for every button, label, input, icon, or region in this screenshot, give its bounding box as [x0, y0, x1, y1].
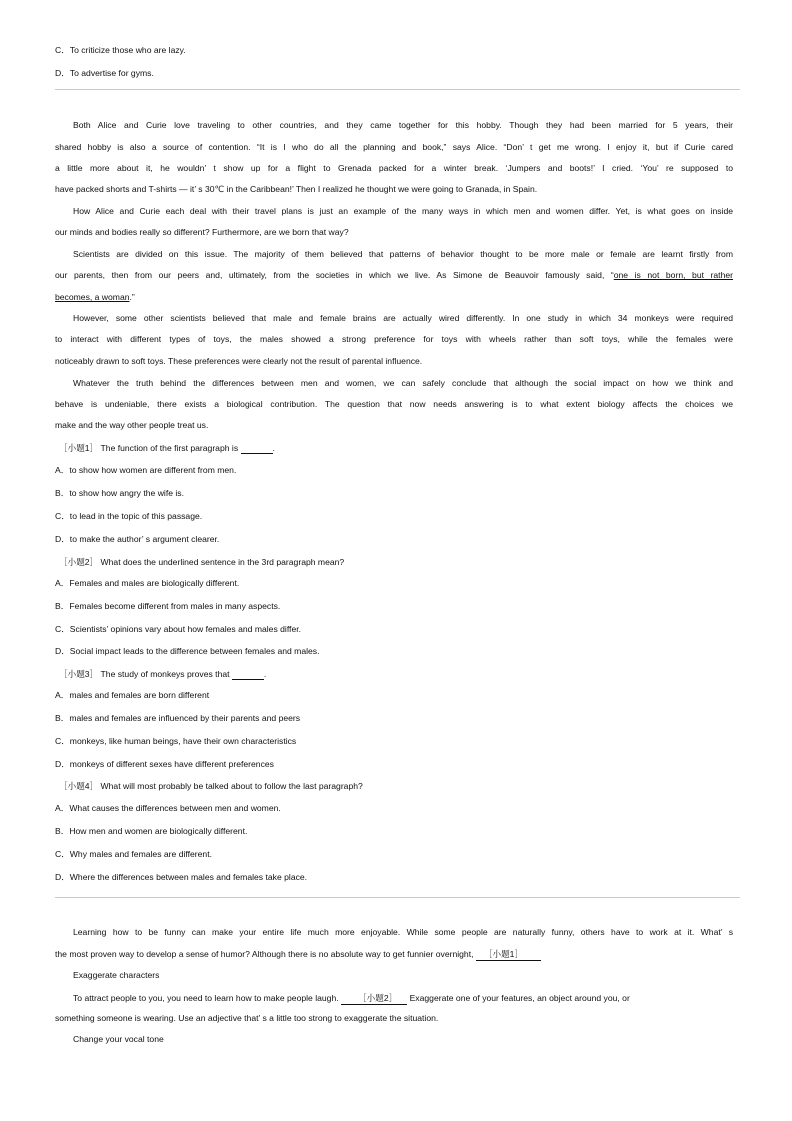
passage1-p3-line — [55, 292, 135, 302]
q2-option-a: A．Females and males are biologically different. — [55, 578, 240, 588]
passage1-p2-line: How Alice and Curie each deal with their travel plans is just an example of the many ways in which men and women differ. Yet, is what goes on inside — [73, 206, 733, 216]
passage1-p5-line: behave is undeniable, there exists a biological contribution. The question that now needs answering is to what extent biology affects the choices we — [55, 399, 733, 409]
question-1-text: ［小题1］ The function of the first paragraph is — [59, 443, 239, 453]
q3-option-b: B．males and females are influenced by their parents and peers — [55, 713, 301, 723]
answer-blank — [232, 669, 267, 680]
passage1-p4-line: noticeably drawn to soft toys. These preferences were clearly not the result of parental influence. — [55, 356, 423, 366]
q1-option-c: C．to lead in the topic of this passage. — [55, 511, 203, 521]
passage1-p1-line: shared hobby is also a source of contention. “It is I who do all the planning and book,” says Alice. “Don’ t get me wrong. I enjoy it, but if Curie cared — [55, 142, 733, 152]
q4-option-a: A．What causes the differences between men and women. — [55, 803, 281, 813]
passage1-p3-line — [55, 270, 733, 280]
question-4-stem: ［小题4］ What will most probably be talked about to follow the last paragraph? — [59, 781, 363, 791]
underlined-sentence-end: becomes, a woman — [55, 292, 130, 302]
q3-option-a: A．males and females are born different — [55, 690, 210, 700]
passage1-p5-line: Whatever the truth behind the differences between men and women, we can safely conclude that although the social impact on how we think and — [73, 378, 733, 388]
heading-exaggerate: Exaggerate characters — [73, 970, 160, 980]
section-divider — [55, 897, 740, 898]
passage1-p1-line: have packed shorts and T-shirts — it’ s 30℃ in the Caribbean!’ Then I realized he thought we were going to Granada, in Spain. — [55, 184, 538, 194]
q2-option-b: B．Females become different from males in many aspects. — [55, 601, 281, 611]
answer-blank — [241, 443, 273, 454]
stem-end: . — [272, 443, 275, 453]
q2-option-d: D．Social impact leads to the difference between females and males. — [55, 646, 320, 656]
passage2-p2-line: something someone is wearing. Use an adjective that’ s a little too strong to exaggerate the situation. — [55, 1013, 439, 1023]
q4-option-d: D．Where the differences between males and females take place. — [55, 872, 308, 882]
passage1-p1-line: a little more about it, he wouldn’ t show up for a flight to Grenada packed for a winter break. ‘Jumpers and boots!’ I cried. ‘You’ re supposed to — [55, 163, 733, 173]
passage2-text: the most proven way to develop a sense of humor? Although there is no absolute way to get funnier overnight, — [55, 949, 474, 959]
question-2-stem: ［小题2］ What does the underlined sentence in the 3rd paragraph mean? — [59, 557, 345, 567]
q3-option-c: C．monkeys, like human beings, have their own characteristics — [55, 736, 297, 746]
passage2-p2-line — [73, 992, 630, 1005]
passage1-p2-line: our minds and bodies really so different? Furthermore, are we born that way? — [55, 227, 349, 237]
passage2-text: Exaggerate one of your features, an object around you, or — [409, 993, 630, 1003]
passage2-p1-line: Learning how to be funny can make your entire life much more enjoyable. While some people are naturally funny, others have to work at it. What’ s — [73, 927, 733, 937]
p3-plain-text: our parents, then from our peers and, ultimately, from the societies in which we live. As Simone de Beauvoir famously said, “ — [55, 270, 614, 280]
passage1-p1-line: Both Alice and Curie love traveling to other countries, and they came together for this hobby. Though they had been married for 5 years, their — [73, 120, 733, 130]
gap-blank-1: ［小题1］ — [476, 948, 541, 961]
gap-blank-2: ［小题2］ — [341, 992, 407, 1005]
stem-end: . — [263, 669, 267, 679]
q1-option-b: B．to show how angry the wife is. — [55, 488, 184, 498]
quote-end: .” — [129, 292, 135, 302]
q4-option-c: C．Why males and females are different. — [55, 849, 212, 859]
option-d: D．To advertise for gyms. — [55, 68, 154, 78]
section-divider — [55, 89, 740, 90]
q1-option-a: A．to show how women are different from men. — [55, 465, 237, 475]
q2-option-c: C．Scientists’ opinions vary about how females and males differ. — [55, 624, 301, 634]
option-c: C．To criticize those who are lazy. — [55, 45, 186, 55]
passage1-p5-line: make and the way other people treat us. — [55, 420, 209, 430]
passage1-p4-line: However, some other scientists believed that male and female brains are actually wired differently. In one study in which 34 monkeys were required — [73, 313, 733, 323]
q1-option-d: D．to make the author’ s argument clearer. — [55, 534, 220, 544]
q3-option-d: D．monkeys of different sexes have different preferences — [55, 759, 274, 769]
question-1-stem — [59, 442, 275, 454]
question-3-stem — [59, 668, 266, 680]
passage2-text: To attract people to you, you need to learn how to make people laugh. — [73, 993, 339, 1003]
passage1-p3-line: Scientists are divided on this issue. The majority of them believed that patterns of behavior thought to be more male or female are learnt firstly from — [73, 249, 733, 259]
passage2-p1-line — [55, 948, 541, 961]
q4-option-b: B．How men and women are biologically different. — [55, 826, 248, 836]
question-3-text: ［小题3］ The study of monkeys proves that — [59, 669, 230, 679]
underlined-sentence: one is not born, but rather — [613, 270, 733, 280]
heading-vocal-tone: Change your vocal tone — [73, 1034, 164, 1044]
passage1-p4-line: to interact with different types of toys, the males showed a strong preference for toys with wheels rather than soft toys, while the females were — [55, 334, 733, 344]
